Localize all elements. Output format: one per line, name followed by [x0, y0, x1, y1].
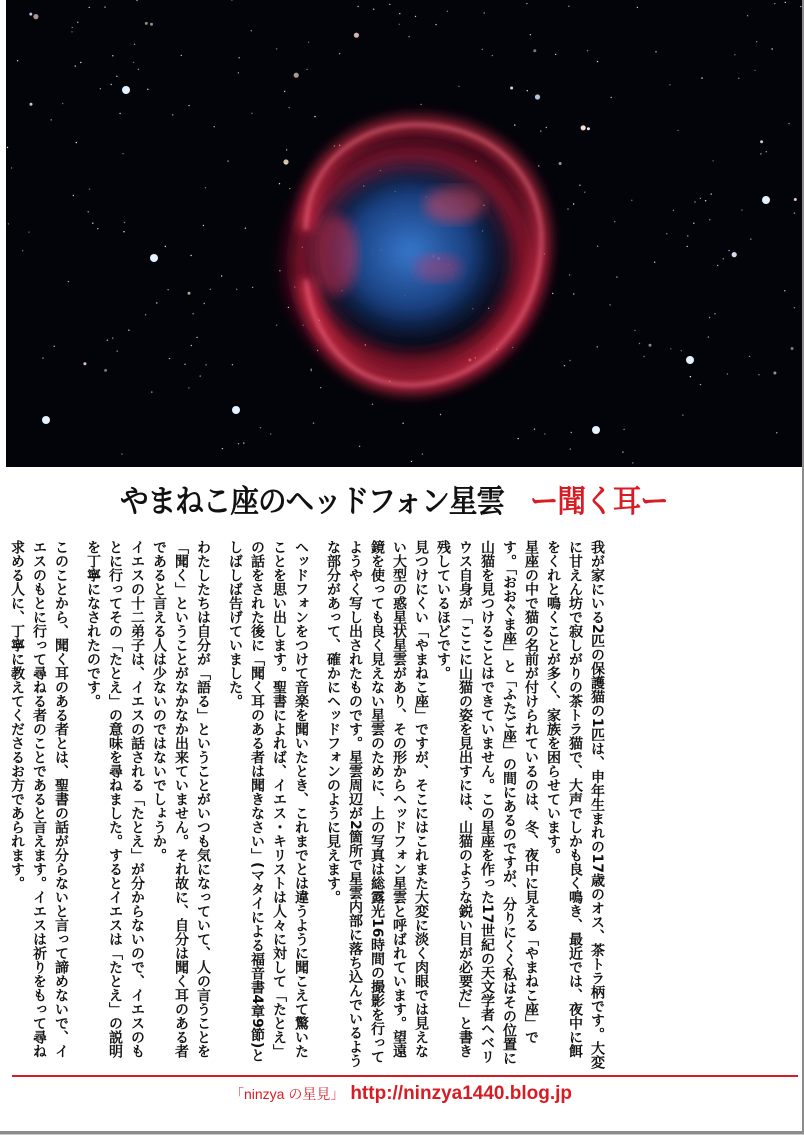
star: [587, 50, 588, 51]
star: [284, 91, 285, 92]
star: [111, 84, 112, 85]
star: [311, 369, 312, 370]
star: [569, 360, 570, 361]
star: [732, 252, 737, 257]
star: [97, 228, 98, 229]
star: [156, 302, 157, 303]
star: [279, 183, 280, 184]
star: [30, 103, 33, 106]
star: [623, 429, 624, 430]
bright-star: [42, 416, 50, 424]
star: [402, 423, 403, 424]
star: [252, 287, 253, 288]
star: [771, 48, 772, 49]
star: [673, 210, 674, 211]
star: [546, 127, 547, 128]
star: [760, 153, 761, 154]
star: [214, 126, 215, 127]
star: [138, 69, 139, 70]
star: [354, 33, 359, 38]
star: [112, 337, 113, 338]
star: [587, 127, 590, 130]
star: [283, 159, 288, 164]
star: [251, 113, 252, 114]
star: [794, 212, 795, 213]
star: [447, 11, 448, 12]
star: [530, 34, 531, 35]
star: [54, 346, 55, 347]
star: [534, 429, 535, 430]
star: [785, 2, 786, 3]
star: [165, 246, 166, 247]
article-title: [120, 478, 668, 526]
star: [188, 292, 191, 295]
star: [121, 453, 122, 454]
star: [399, 24, 400, 25]
star: [314, 116, 315, 117]
star: [77, 22, 78, 23]
star: [8, 223, 9, 224]
star: [286, 149, 287, 150]
star: [196, 337, 197, 338]
star: [245, 228, 246, 229]
star: [458, 86, 459, 87]
star: [311, 370, 312, 371]
star: [359, 446, 360, 447]
star: [73, 195, 74, 196]
star: [11, 167, 12, 168]
star: [294, 73, 299, 78]
star: [239, 57, 240, 58]
star: [631, 200, 632, 201]
star: [756, 41, 757, 42]
star: [260, 427, 261, 428]
star: [712, 160, 713, 161]
star: [191, 345, 192, 346]
star: [708, 336, 709, 337]
star: [440, 414, 441, 415]
star: [705, 200, 706, 201]
star: [184, 364, 185, 365]
star: [766, 151, 767, 152]
star: [794, 198, 797, 201]
paragraph-1: 我が家にいる2匹の保護猫の1匹は、申年生まれの17歳のオス、茶トラ柄です。大変に甘えん坊で寂しがりの茶トラ猫で、大声でしかも良く鳴き、最近では、夜中に餌をくれと鳴くことが多く、家族を困らせています。: [545, 540, 605, 1069]
star: [289, 188, 290, 189]
title-main: やまねこ座のヘッドフォン星雲: [120, 484, 505, 520]
star: [181, 55, 182, 56]
star: [611, 97, 612, 98]
star: [666, 233, 667, 234]
star: [320, 387, 321, 388]
star: [800, 6, 801, 7]
star: [205, 364, 206, 365]
star: [597, 61, 598, 62]
star: [484, 12, 485, 13]
star: [313, 422, 314, 423]
star: [123, 231, 124, 232]
star: [655, 51, 656, 52]
bright-star: [122, 86, 130, 94]
star: [728, 250, 729, 251]
star: [236, 289, 237, 290]
star: [482, 49, 483, 50]
star: [435, 24, 436, 25]
star: [75, 65, 76, 66]
star: [83, 362, 86, 365]
bright-star: [592, 426, 600, 434]
star: [188, 105, 189, 106]
star: [33, 14, 38, 19]
star: [251, 30, 252, 31]
star: [134, 44, 135, 45]
star: [526, 3, 527, 4]
star: [573, 293, 574, 294]
star: [107, 340, 108, 341]
star: [492, 55, 493, 56]
star: [687, 235, 688, 236]
star: [568, 6, 569, 7]
star: [552, 293, 553, 294]
star: [682, 414, 683, 415]
star: [122, 153, 123, 154]
star: [727, 373, 728, 374]
star: [80, 62, 81, 63]
star: [150, 23, 153, 26]
star: [555, 54, 556, 55]
star: [62, 103, 63, 104]
star: [210, 289, 211, 290]
star: [776, 432, 777, 433]
blog-name: 「ninzya の星見」: [229, 1086, 345, 1102]
star: [569, 274, 570, 275]
star: [339, 53, 340, 54]
star: [133, 62, 134, 63]
bright-star: [762, 196, 770, 204]
star: [288, 107, 289, 108]
star: [544, 433, 545, 434]
star: [714, 313, 715, 314]
star: [794, 307, 795, 308]
star: [571, 432, 572, 433]
star: [734, 54, 735, 55]
star: [791, 347, 794, 350]
star: [693, 223, 694, 224]
star: [276, 325, 277, 326]
star: [29, 13, 32, 16]
star: [514, 124, 515, 125]
star: [690, 376, 691, 377]
star: [7, 147, 8, 148]
star: [723, 258, 724, 259]
star: [701, 77, 702, 78]
star: [88, 211, 89, 212]
star: [564, 365, 565, 366]
star: [649, 344, 652, 347]
paragraph-3: 見つけにくい「やまねこ座」ですが、そこにはこれまた大変に淡く肉眼では見えない大型の惑星状星雲があり、その形からヘッドフォン星雲と呼ばれています。望遠鏡を使っても良く見えない星雲のために、上の写真は総露光16時間の撮影を行ってようやく写し出されたものです。星雲周辺が2箇所で星雲内部に落ち込んでいるような部分があって、確かにヘッドフォンのように見えます。: [325, 540, 429, 1068]
star: [420, 104, 421, 105]
star: [584, 192, 585, 193]
star: [238, 72, 239, 73]
star: [538, 165, 539, 166]
star: [89, 188, 90, 189]
star: [788, 123, 789, 124]
title-subtitle: ー聞く耳ー: [529, 484, 668, 520]
star: [104, 369, 107, 372]
star: [741, 209, 742, 210]
star: [573, 203, 574, 204]
star: [700, 384, 701, 385]
star: [570, 448, 571, 449]
star: [760, 140, 763, 143]
star: [112, 55, 113, 56]
star: [411, 461, 412, 462]
star: [510, 87, 513, 90]
star: [634, 330, 635, 331]
star: [654, 262, 655, 263]
star: [72, 27, 73, 28]
star: [622, 451, 623, 452]
paragraph-7: このことから、聞く耳のある者とは、聖書の話が分らないと言って諦めないで、イエスのもとに行って尋ねる者のことであると言えます。イエスは祈りをもって尋ね求める人に、丁寧に教えてくださるお方であられます。: [9, 540, 69, 1058]
star: [415, 16, 416, 17]
star: [151, 391, 152, 392]
star: [116, 76, 117, 77]
paragraph-4: ヘッドフォンをつけて音楽を聞いたとき、これまでとは違うように聞こえて驚いたことを思い出します。聖書によれば、イエス・キリストは人々に対して「たとえ」の話をされた後に「聞く耳のある者は聞きなさい」(マタイによる福音書4章9節)としばしば告げていました。: [227, 540, 309, 1063]
star: [540, 130, 541, 131]
star: [717, 265, 718, 266]
star: [205, 187, 206, 188]
star: [399, 13, 400, 14]
star: [124, 222, 125, 223]
star: [597, 346, 598, 347]
star: [754, 70, 755, 71]
star: [559, 162, 562, 165]
star: [567, 208, 568, 209]
star: [104, 6, 105, 7]
star: [533, 49, 536, 52]
star: [609, 304, 610, 305]
star: [204, 303, 205, 304]
star: [773, 372, 776, 375]
paragraph-5: わたしたちは自分が「語る」ということがいつも気になっていて、人の言うことを「聞く」ということがなかなか出来ていません。それ故に、自分は聞く耳のある者であると言える人は少ないのではないでしょうか。: [151, 540, 211, 1058]
star: [28, 231, 29, 232]
star: [527, 90, 528, 91]
footer-divider: [12, 1075, 798, 1077]
star: [76, 142, 77, 143]
star: [774, 3, 775, 4]
star: [169, 358, 170, 359]
star: [694, 201, 695, 202]
star: [119, 113, 120, 114]
star: [42, 357, 43, 358]
star: [750, 238, 751, 239]
star: [687, 246, 688, 247]
star: [92, 223, 93, 224]
star: [747, 15, 748, 16]
star: [408, 36, 409, 37]
star: [373, 9, 374, 10]
star: [221, 275, 222, 276]
star: [749, 356, 750, 357]
star: [306, 69, 307, 70]
star: [581, 125, 586, 130]
star: [276, 48, 277, 49]
star: [709, 317, 710, 318]
star: [227, 160, 228, 161]
nebula-image: [6, 0, 802, 467]
star: [669, 84, 670, 85]
footer: [0, 1083, 802, 1105]
star: [677, 130, 678, 131]
star: [243, 442, 244, 443]
star: [614, 221, 615, 222]
star: [518, 438, 519, 439]
star: [579, 185, 580, 186]
star: [643, 356, 644, 357]
star: [639, 343, 640, 344]
star: [51, 119, 52, 120]
star: [17, 60, 18, 61]
star: [681, 350, 682, 351]
star: [389, 4, 390, 5]
star: [100, 88, 101, 89]
star: [128, 330, 129, 331]
star: [597, 246, 598, 247]
star: [190, 255, 191, 256]
article-body: [9, 540, 608, 1070]
bright-star: [686, 356, 694, 364]
bright-star: [150, 254, 158, 262]
nebula-photo: [6, 0, 802, 467]
star: [711, 193, 712, 194]
bright-star: [232, 406, 240, 414]
star: [71, 31, 72, 32]
star: [238, 443, 239, 444]
blog-url-link[interactable]: http://ninzya1440.blog.jp: [350, 1083, 573, 1104]
star: [145, 22, 148, 25]
star: [422, 453, 423, 454]
star: [192, 313, 193, 314]
star: [616, 276, 617, 277]
star: [172, 114, 173, 115]
star: [535, 94, 540, 99]
star: [637, 7, 638, 8]
star: [709, 219, 710, 220]
star: [22, 250, 23, 251]
star: [68, 281, 69, 282]
star: [632, 462, 633, 463]
star: [372, 404, 373, 405]
star: [700, 198, 701, 199]
paragraph-6: イエスの十二弟子は、イエスの話される「たとえ」が分からないので、イエスのもとに行ってその「たとえ」の意味を尋ねました。するとイエスは「たとえ」の説明を丁寧になされたのです。: [85, 540, 145, 1058]
star: [670, 348, 671, 349]
star: [738, 78, 739, 79]
star: [203, 225, 204, 226]
star: [232, 364, 233, 365]
star: [89, 7, 90, 8]
star: [308, 42, 309, 43]
star: [147, 89, 148, 90]
star: [222, 448, 223, 449]
star: [188, 387, 189, 388]
star: [758, 374, 759, 375]
star: [145, 314, 146, 315]
star: [117, 350, 118, 351]
paragraph-2: 星座の中で猫の名前が付けられているのは、冬、夜中に見える「やまねこ座」です。「おおぐま座」と「ふたご座」の間にあるのですが、分りにくく私はその位置に山猫を見つけることはできていません。この星座を作った17世紀の天文学者ヘベリウス自身が「ここに山猫の姿を見出すには、山猫のような鋭い目が必要だ」と書き残しているほどです。: [435, 540, 539, 1065]
star: [270, 433, 271, 434]
star: [784, 290, 785, 291]
star: [200, 375, 201, 376]
star: [167, 289, 168, 290]
star: [357, 6, 358, 7]
